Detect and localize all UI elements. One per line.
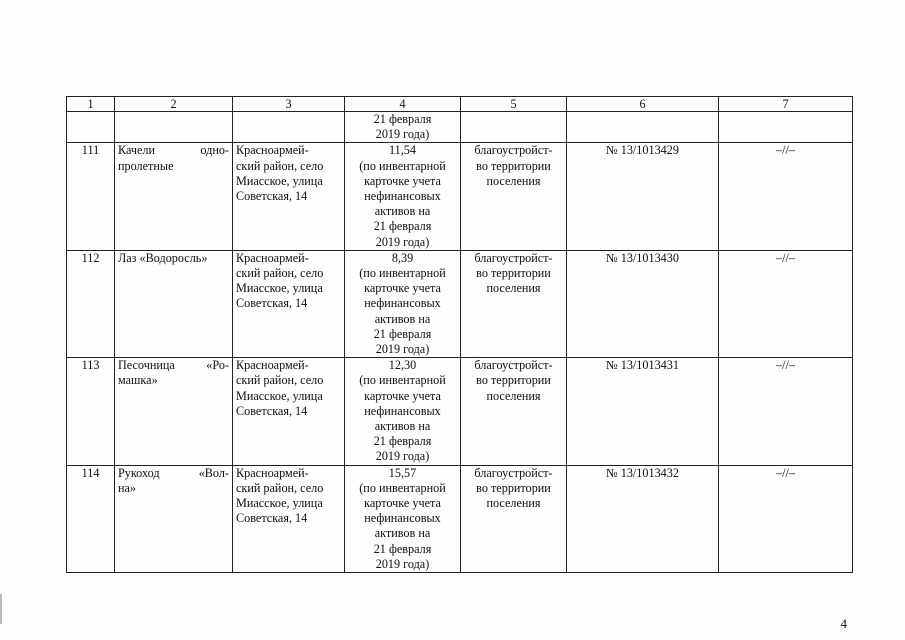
continuation-cell-2 xyxy=(115,112,233,143)
name-line: машка» xyxy=(118,373,158,388)
address-line: Миасское, улица xyxy=(236,173,323,188)
continuation-cell-7 xyxy=(719,112,853,143)
inventory-number: № 13/1013431 xyxy=(567,358,719,465)
continuation-cell-5 xyxy=(461,112,567,143)
value-line: 15,57 xyxy=(388,465,417,480)
address-line: Миасское, улица xyxy=(236,388,323,403)
value-line: 12,30 xyxy=(388,358,417,373)
ditto-mark: –//– xyxy=(719,358,853,465)
header-col-4: 4 xyxy=(345,97,461,112)
value-line: активов на xyxy=(374,204,431,219)
value-line: нефинансовых xyxy=(364,189,441,204)
address-line: ский район, село xyxy=(236,373,324,388)
continuation-cell-4 xyxy=(345,112,461,143)
object-address xyxy=(233,143,345,250)
purpose-line: во территории xyxy=(476,373,551,388)
value-line: нефинансовых xyxy=(364,403,441,418)
ditto-mark: –//– xyxy=(719,250,853,357)
name-line: Качели одно- xyxy=(118,143,229,158)
address-line: Красноармей- xyxy=(236,358,309,373)
address-line: Советская, 14 xyxy=(236,511,308,526)
table-row xyxy=(67,465,853,572)
header-col-6: 6 xyxy=(567,97,719,112)
object-purpose xyxy=(461,250,567,357)
value-line: (по инвентарной xyxy=(359,158,446,173)
value-line: 21 февраля xyxy=(373,434,432,449)
object-purpose xyxy=(461,143,567,250)
purpose-line: благоустройст- xyxy=(474,143,553,158)
address-line: Красноармей- xyxy=(236,250,309,265)
address-line: ский район, село xyxy=(236,480,324,495)
value-line: карточке учета xyxy=(364,388,441,403)
header-col-7: 7 xyxy=(719,97,853,112)
address-line: Советская, 14 xyxy=(236,296,308,311)
value-line: 2019 года) xyxy=(375,127,430,142)
table-row xyxy=(67,358,853,465)
header-col-2: 2 xyxy=(115,97,233,112)
value-line: 21 февраля xyxy=(373,326,432,341)
address-line: Миасское, улица xyxy=(236,281,323,296)
purpose-line: во территории xyxy=(476,266,551,281)
purpose-line: поселения xyxy=(486,173,541,188)
ditto-mark: –//– xyxy=(719,143,853,250)
inventory-number: № 13/1013432 xyxy=(567,465,719,572)
value-line: (по инвентарной xyxy=(359,373,446,388)
page-number: 4 xyxy=(840,616,847,631)
header-col-5: 5 xyxy=(461,97,567,112)
property-registry-table xyxy=(66,96,853,573)
address-line: ский район, село xyxy=(236,266,324,281)
purpose-line: во территории xyxy=(476,158,551,173)
object-name xyxy=(115,358,233,465)
object-value xyxy=(345,358,461,465)
name-line: на» xyxy=(118,480,137,495)
row-number: 113 xyxy=(67,358,115,465)
value-line: нефинансовых xyxy=(364,511,441,526)
continuation-cell-6 xyxy=(567,112,719,143)
scan-edge-mark xyxy=(0,594,2,624)
value-line: карточке учета xyxy=(364,281,441,296)
address-line: Миасское, улица xyxy=(236,496,323,511)
value-line: 2019 года) xyxy=(375,342,430,357)
value-line: активов на xyxy=(374,526,431,541)
purpose-line: благоустройст- xyxy=(474,250,553,265)
continuation-cell-1 xyxy=(67,112,115,143)
object-value xyxy=(345,250,461,357)
ditto-mark: –//– xyxy=(719,465,853,572)
purpose-line: во территории xyxy=(476,480,551,495)
row-number: 111 xyxy=(67,143,115,250)
object-address xyxy=(233,358,345,465)
object-address xyxy=(233,465,345,572)
value-line: 21 февраля xyxy=(373,112,432,126)
inventory-number: № 13/1013429 xyxy=(567,143,719,250)
object-value xyxy=(345,143,461,250)
continuation-cell-3 xyxy=(233,112,345,143)
purpose-line: благоустройст- xyxy=(474,465,553,480)
address-line: ский район, село xyxy=(236,158,324,173)
object-name xyxy=(115,250,233,357)
header-col-3: 3 xyxy=(233,97,345,112)
value-line: 11,54 xyxy=(389,143,416,158)
address-line: Советская, 14 xyxy=(236,403,308,418)
name-line: Рукоход «Вол- xyxy=(118,465,229,480)
name-line: Песочница «Ро- xyxy=(118,358,229,373)
purpose-line: поселения xyxy=(486,281,541,296)
value-line: нефинансовых xyxy=(364,296,441,311)
value-line: карточке учета xyxy=(364,496,441,511)
inventory-number: № 13/1013430 xyxy=(567,250,719,357)
value-line: 2019 года) xyxy=(375,234,430,249)
header-col-1: 1 xyxy=(67,97,115,112)
purpose-line: поселения xyxy=(486,496,541,511)
value-line: 21 февраля xyxy=(373,219,432,234)
value-line: активов на xyxy=(374,311,431,326)
object-name xyxy=(115,465,233,572)
table-row xyxy=(67,143,853,250)
value-line: (по инвентарной xyxy=(359,480,446,495)
object-value xyxy=(345,465,461,572)
value-line: (по инвентарной xyxy=(359,266,446,281)
name-line: пролетные xyxy=(118,158,174,173)
value-line: 2019 года) xyxy=(375,556,430,571)
continuation-row xyxy=(67,112,853,143)
header-row xyxy=(67,97,853,112)
object-name xyxy=(115,143,233,250)
purpose-line: поселения xyxy=(486,388,541,403)
value-line: активов на xyxy=(374,419,431,434)
address-line: Советская, 14 xyxy=(236,189,308,204)
value-line: карточке учета xyxy=(364,173,441,188)
value-line: 21 февраля xyxy=(373,541,432,556)
table-row xyxy=(67,250,853,357)
purpose-line: благоустройст- xyxy=(474,358,553,373)
value-line: 2019 года) xyxy=(375,449,430,464)
object-purpose xyxy=(461,358,567,465)
row-number: 112 xyxy=(67,250,115,357)
name-line: Лаз «Водоросль» xyxy=(118,250,208,265)
value-line: 8,39 xyxy=(391,250,414,265)
object-address xyxy=(233,250,345,357)
address-line: Красноармей- xyxy=(236,465,309,480)
address-line: Красноармей- xyxy=(236,143,309,158)
row-number: 114 xyxy=(67,465,115,572)
object-purpose xyxy=(461,465,567,572)
